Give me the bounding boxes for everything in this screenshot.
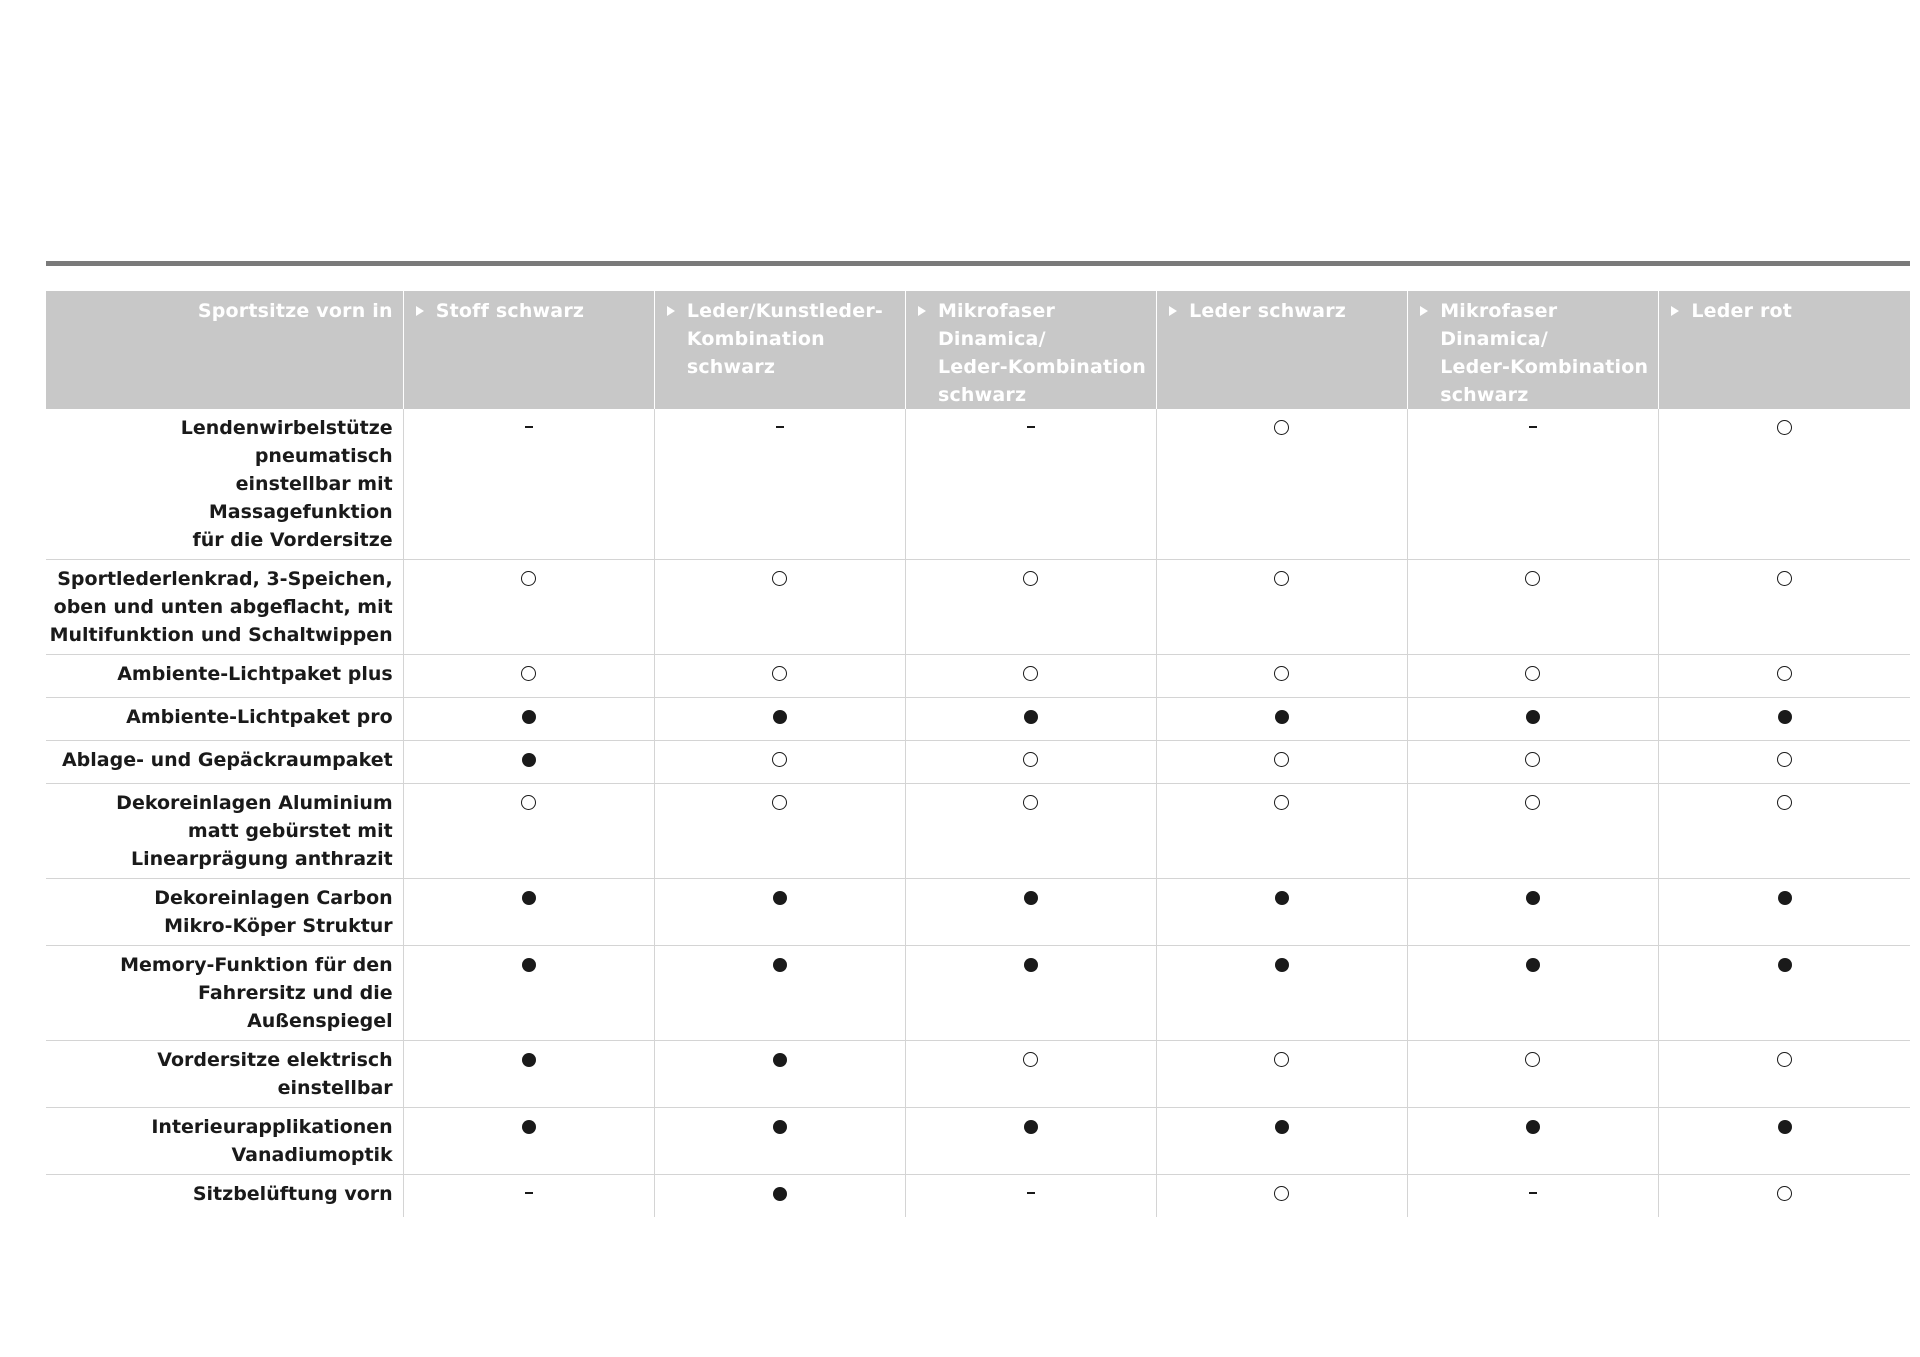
column-header-label: Leder schwarz [1189,300,1347,322]
not-available-dash-icon [1525,1180,1541,1208]
triangle-bullet-icon [918,306,926,316]
availability-cell [1659,1175,1910,1218]
availability-cell [403,1108,654,1175]
table-row [46,879,1910,946]
table-row [46,1175,1910,1218]
availability-cell [1659,698,1910,741]
top-divider-rule [46,261,1910,266]
availability-cell [905,1108,1156,1175]
availability-cell [1157,1175,1408,1218]
availability-cell [905,1041,1156,1108]
optional-open-circle-icon [521,565,537,593]
row-label: Dekoreinlagen Aluminium matt gebürstet mit Linearprägung anthrazit [46,784,403,879]
table-body [46,409,1910,1217]
availability-cell [403,741,654,784]
optional-open-circle-icon [772,565,788,593]
availability-cell [1659,409,1910,560]
column-header [403,291,654,409]
availability-cell [654,879,905,946]
standard-filled-circle-icon [772,1180,788,1208]
availability-cell [1659,1108,1910,1175]
availability-cell [1408,1041,1659,1108]
availability-cell [1659,946,1910,1041]
availability-cell [905,1175,1156,1218]
standard-filled-circle-icon [1525,1113,1541,1141]
optional-open-circle-icon [1777,414,1793,442]
column-header [905,291,1156,409]
column-header-label: Mikrofaser Dinamica/ Leder-Kombination schwarz [937,300,1146,406]
availability-cell [403,784,654,879]
row-label: Interieurapplikationen Vanadiumoptik [46,1108,403,1175]
optional-open-circle-icon [1274,565,1290,593]
standard-filled-circle-icon [1777,1113,1793,1141]
availability-cell [654,560,905,655]
optional-open-circle-icon [1777,746,1793,774]
availability-cell [905,698,1156,741]
column-header-label: Mikrofaser Dinamica/ Leder-Kombination schwarz [1440,300,1649,406]
standard-filled-circle-icon [772,884,788,912]
availability-cell [1408,784,1659,879]
standard-filled-circle-icon [1777,703,1793,731]
standard-filled-circle-icon [1525,703,1541,731]
not-available-dash-icon [1023,414,1039,442]
standard-filled-circle-icon [521,1046,537,1074]
standard-filled-circle-icon [521,951,537,979]
standard-filled-circle-icon [521,703,537,731]
availability-cell [1408,879,1659,946]
table-row [46,655,1910,698]
optional-open-circle-icon [1777,660,1793,688]
column-header [1157,291,1408,409]
optional-open-circle-icon [1525,660,1541,688]
standard-filled-circle-icon [772,951,788,979]
column-header-label: Leder/Kunstleder- Kombination schwarz [686,300,883,378]
availability-cell [1157,879,1408,946]
availability-cell [654,1108,905,1175]
optional-open-circle-icon [1274,1180,1290,1208]
availability-cell [1157,560,1408,655]
optional-open-circle-icon [521,789,537,817]
availability-cell [905,879,1156,946]
availability-cell [905,560,1156,655]
standard-filled-circle-icon [521,1113,537,1141]
availability-cell [1157,409,1408,560]
row-label: Sitzbelüftung vorn [46,1175,403,1218]
table-row [46,946,1910,1041]
availability-cell [654,1175,905,1218]
row-label: Ambiente-Lichtpaket plus [46,655,403,698]
optional-open-circle-icon [1274,746,1290,774]
availability-cell [1659,560,1910,655]
standard-filled-circle-icon [772,703,788,731]
table-row [46,560,1910,655]
optional-open-circle-icon [772,746,788,774]
availability-cell [1408,409,1659,560]
triangle-bullet-icon [667,306,675,316]
standard-filled-circle-icon [1023,703,1039,731]
optional-open-circle-icon [1274,660,1290,688]
optional-open-circle-icon [1525,789,1541,817]
table-row [46,698,1910,741]
availability-cell [403,946,654,1041]
availability-cell [1408,655,1659,698]
availability-cell [654,784,905,879]
availability-cell [1659,655,1910,698]
table-row [46,409,1910,560]
optional-open-circle-icon [1274,414,1290,442]
standard-filled-circle-icon [1274,951,1290,979]
availability-cell [905,409,1156,560]
availability-cell [1659,1041,1910,1108]
header-row [46,291,1910,409]
column-header-label: Stoff schwarz [435,300,585,322]
standard-filled-circle-icon [1023,1113,1039,1141]
standard-filled-circle-icon [1525,884,1541,912]
availability-cell [403,1175,654,1218]
standard-filled-circle-icon [1777,884,1793,912]
availability-cell [403,409,654,560]
optional-open-circle-icon [1274,789,1290,817]
column-header [1408,291,1659,409]
column-header [1659,291,1910,409]
availability-cell [403,560,654,655]
triangle-bullet-icon [1169,306,1177,316]
table-row [46,741,1910,784]
availability-cell [1659,879,1910,946]
optional-open-circle-icon [1525,1046,1541,1074]
availability-cell [654,655,905,698]
table-row [46,1108,1910,1175]
availability-cell [1157,1041,1408,1108]
availability-cell [905,655,1156,698]
standard-filled-circle-icon [1023,884,1039,912]
availability-cell [403,879,654,946]
not-available-dash-icon [521,1180,537,1208]
triangle-bullet-icon [1671,306,1679,316]
availability-cell [403,1041,654,1108]
optional-open-circle-icon [1777,565,1793,593]
standard-filled-circle-icon [521,884,537,912]
row-label: Ambiente-Lichtpaket pro [46,698,403,741]
standard-filled-circle-icon [772,1113,788,1141]
optional-open-circle-icon [1777,789,1793,817]
availability-cell [654,946,905,1041]
availability-cell [654,698,905,741]
optional-open-circle-icon [1777,1046,1793,1074]
availability-cell [1408,1108,1659,1175]
standard-filled-circle-icon [521,746,537,774]
optional-open-circle-icon [1777,1180,1793,1208]
availability-cell [1157,946,1408,1041]
corner-label: Sportsitze vorn in [46,291,403,409]
availability-cell [1659,741,1910,784]
standard-filled-circle-icon [1777,951,1793,979]
not-available-dash-icon [521,414,537,442]
optional-open-circle-icon [1023,789,1039,817]
optional-open-circle-icon [1023,660,1039,688]
standard-filled-circle-icon [1023,951,1039,979]
availability-cell [1157,1108,1408,1175]
availability-cell [1408,946,1659,1041]
availability-cell [1157,698,1408,741]
optional-open-circle-icon [772,789,788,817]
standard-filled-circle-icon [1525,951,1541,979]
standard-filled-circle-icon [1274,1113,1290,1141]
optional-open-circle-icon [521,660,537,688]
equipment-table [46,291,1910,1217]
availability-cell [1408,1175,1659,1218]
row-label: Lendenwirbelstütze pneumatisch einstellbar mit Massagefunktion für die Vordersitze [180,417,393,551]
availability-cell [1408,560,1659,655]
optional-open-circle-icon [1023,565,1039,593]
optional-open-circle-icon [1274,1046,1290,1074]
availability-cell [905,741,1156,784]
not-available-dash-icon [1023,1180,1039,1208]
availability-cell [1157,784,1408,879]
row-label: Ablage- und Gepäckraumpaket [46,741,403,784]
row-label: Dekoreinlagen Carbon Mikro-Köper Struktur [46,879,403,946]
availability-cell [1408,741,1659,784]
row-label: Memory-Funktion für den Fahrersitz und die Außenspiegel [46,946,403,1041]
availability-cell [654,409,905,560]
availability-cell [1157,741,1408,784]
availability-cell [1157,655,1408,698]
availability-cell [1659,784,1910,879]
optional-open-circle-icon [1023,746,1039,774]
row-label: Vordersitze elektrisch einstellbar [46,1041,403,1108]
optional-open-circle-icon [772,660,788,688]
table-row [46,784,1910,879]
column-header [654,291,905,409]
not-available-dash-icon [1525,414,1541,442]
triangle-bullet-icon [1420,306,1428,316]
availability-cell [654,741,905,784]
availability-cell [403,698,654,741]
availability-cell [654,1041,905,1108]
standard-filled-circle-icon [1274,884,1290,912]
availability-cell [905,784,1156,879]
triangle-bullet-icon [416,306,424,316]
not-available-dash-icon [772,414,788,442]
row-label: Sportlederlenkrad, 3-Speichen, oben und unten abgeflacht, mit Multifunktion und Schaltwippen [46,560,403,655]
availability-cell [905,946,1156,1041]
optional-open-circle-icon [1525,565,1541,593]
column-header-label: Leder rot [1691,300,1793,322]
optional-open-circle-icon [1023,1046,1039,1074]
optional-open-circle-icon [1525,746,1541,774]
table-row [46,1041,1910,1108]
standard-filled-circle-icon [1274,703,1290,731]
standard-filled-circle-icon [772,1046,788,1074]
availability-cell [1408,698,1659,741]
availability-cell [403,655,654,698]
